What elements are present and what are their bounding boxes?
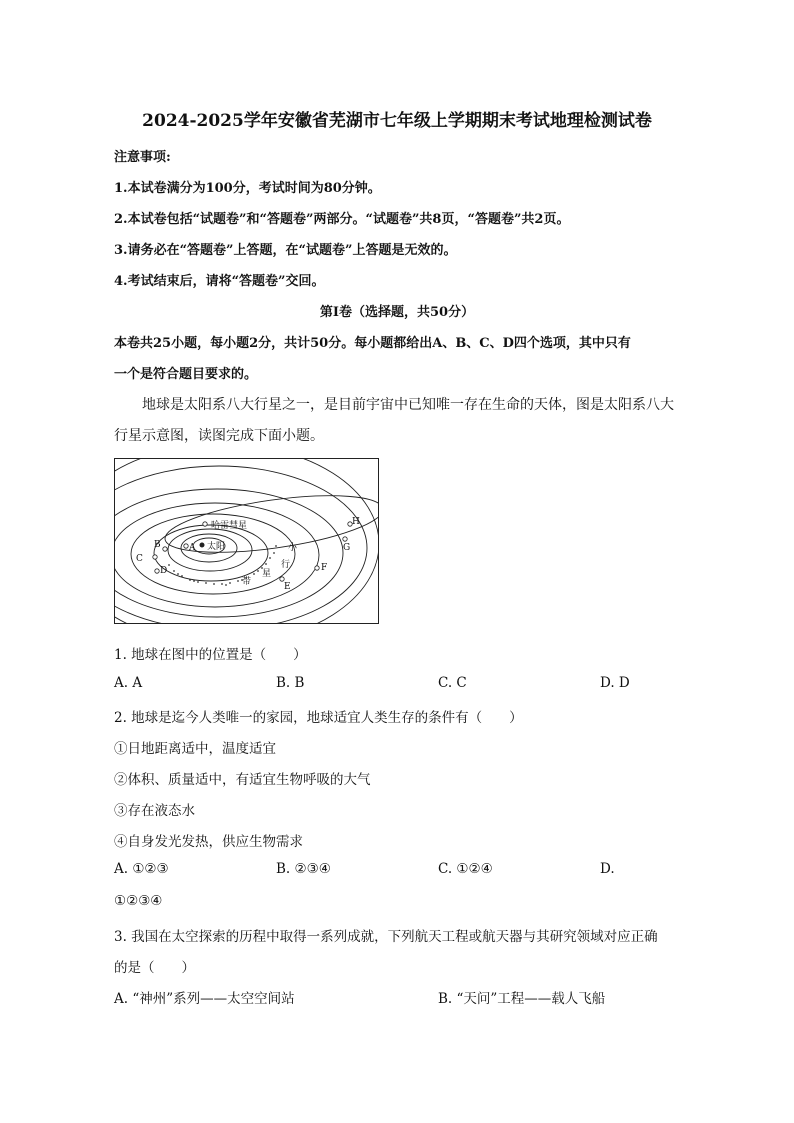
intro-line-1: 地球是太阳系八大行星之一，是目前宇宙中已知唯一存在生命的天体，图是太阳系八大 (142, 397, 674, 413)
planet-label-b: B (154, 540, 161, 550)
intro-line-2: 行星示意图，读图完成下面小题。 (114, 428, 324, 444)
notice-heading: 注意事项: (114, 150, 171, 165)
question-2-option-c[interactable]: C. ①②④ (438, 861, 493, 877)
question-2-statement-4: ④自身发光发热，供应生物需求 (114, 834, 303, 850)
question-2-option-a[interactable]: A. ①②③ (114, 861, 169, 877)
belt-label-4: 带 (242, 577, 252, 587)
notice-item-2: 2.本试卷包括“试题卷”和“答题卷”两部分。“试题卷”共8页，“答题卷”共2页。 (114, 212, 570, 227)
question-2-option-d[interactable]: D. (600, 861, 615, 877)
question-1-stem: 1. 地球在图中的位置是（ ） (114, 647, 307, 663)
notice-item-3: 3.请务必在“答题卷”上答题，在“试题卷”上答题是无效的。 (114, 243, 457, 258)
belt-label-2: 行 (281, 560, 291, 570)
document-title: 2024-2025学年安徽省芜湖市七年级上学期期末考试地理检测试卷 (142, 111, 652, 131)
question-1-option-a[interactable]: A. A (114, 675, 143, 691)
question-3-option-a[interactable]: A. “神州”系列——太空空间站 (114, 991, 295, 1007)
question-3-stem-line-1: 3. 我国在太空探索的历程中取得一系列成就，下列航天工程或航天器与其研究领域对应正确 (114, 929, 658, 945)
planet-label-c: C (136, 554, 143, 564)
planet-label-e: E (284, 582, 291, 592)
question-2-option-d-text: ①②③④ (114, 893, 163, 909)
belt-label-3: 星 (262, 569, 272, 579)
question-1-option-c[interactable]: C. C (438, 675, 467, 691)
question-2-stem: 2. 地球是迄今人类唯一的家园，地球适宜人类生存的条件有（ ） (114, 710, 523, 726)
sun-label: 太阳 (207, 542, 226, 552)
planet-label-d: D (160, 566, 168, 576)
planet-label-a: A (189, 543, 196, 553)
question-2-option-b[interactable]: B. ②③④ (276, 861, 331, 877)
notice-item-1: 1.本试卷满分为100分，考试时间为80分钟。 (114, 181, 381, 196)
question-1-option-d[interactable]: D. D (600, 675, 630, 691)
question-2-statement-3: ③存在液态水 (114, 803, 195, 819)
question-3-stem-line-2: 的是（ ） (114, 960, 195, 976)
section-heading: 第Ⅰ卷（选择题，共50分） (319, 305, 475, 320)
solar-system-diagram (114, 458, 379, 624)
planet-label-f: F (321, 563, 328, 573)
question-2-statement-2: ②体积、质量适中，有适宜生物呼吸的大气 (114, 772, 371, 788)
question-1-option-b[interactable]: B. B (276, 675, 305, 691)
planet-label-h: H (352, 517, 360, 527)
belt-label-1: 小 (288, 543, 298, 553)
question-3-option-b[interactable]: B. “天问”工程——载人飞船 (438, 991, 606, 1007)
comet-marker (203, 522, 207, 526)
notice-item-4: 4.考试结束后，请将“答题卷”交回。 (114, 274, 325, 289)
section-instruction-1: 本卷共25小题，每小题2分，共计50分。每小题都给出A、B、C、D四个选项，其中只有 (114, 336, 631, 351)
comet-label: 哈雷彗星 (211, 521, 248, 531)
question-2-statement-1: ①日地距离适中，温度适宜 (114, 741, 276, 757)
sun-marker (200, 543, 205, 548)
planet-label-g: G (343, 543, 351, 553)
section-instruction-2: 一个是符合题目要求的。 (114, 367, 258, 382)
